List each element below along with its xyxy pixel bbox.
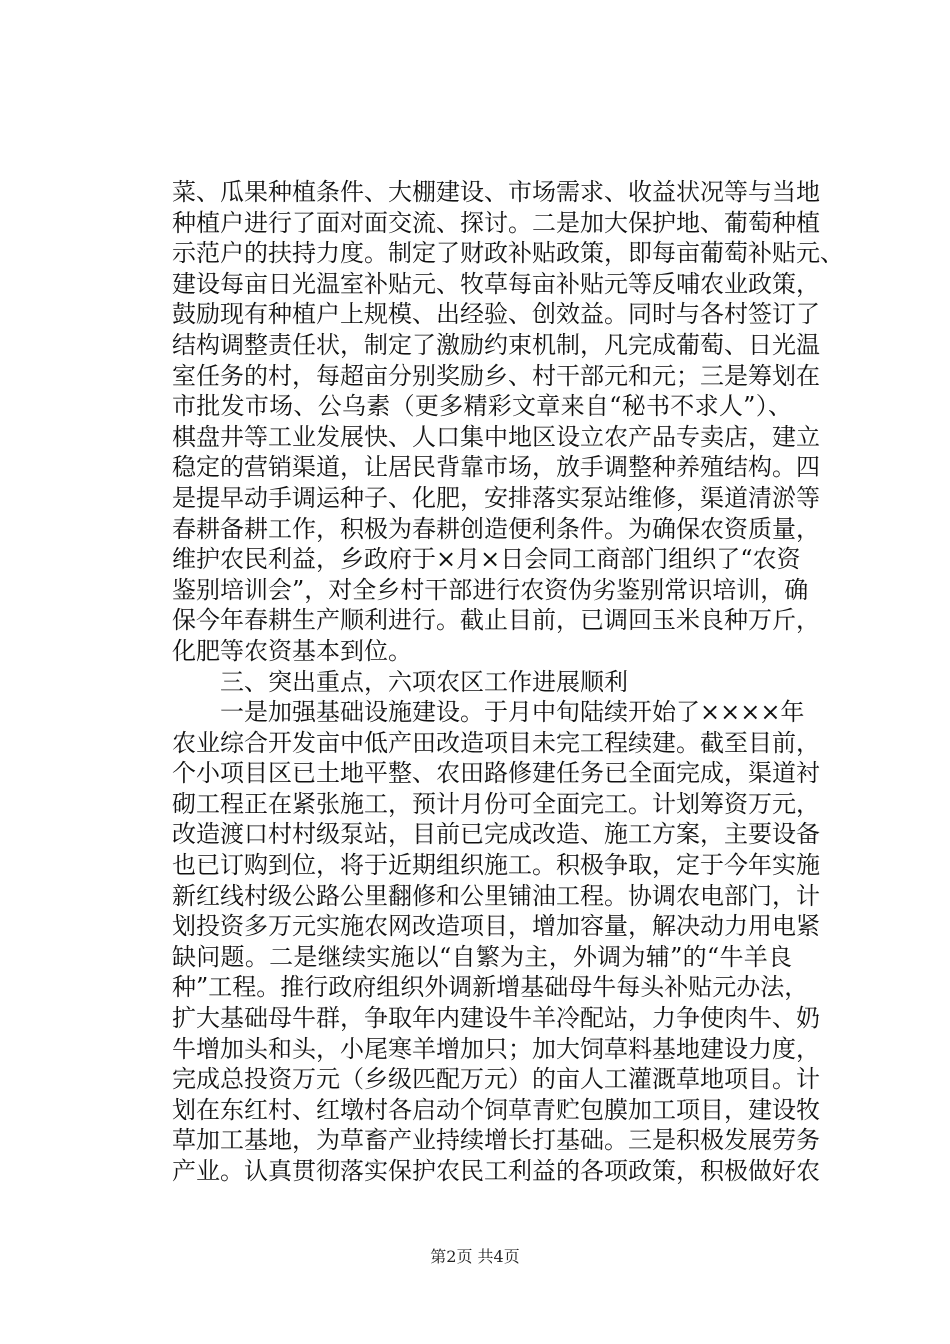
body-text <box>172 177 844 1187</box>
text-line: 稳定的营销渠道，让居民背靠市场，放手调整种养殖结构。四 <box>172 453 820 482</box>
text-line: 春耕备耕工作，积极为春耕创造便利条件。为确保农资质量， <box>172 514 820 543</box>
text-line: 是提早动手调运种子、化肥，安排落实泵站维修，渠道清淤等 <box>172 483 820 512</box>
text-line: 缺问题。二是继续实施以“自繁为主，外调为辅”的“牛羊良 <box>172 942 792 971</box>
text-line: 室任务的村，每超亩分别奖励乡、村干部元和元；三是筹划在 <box>172 361 820 390</box>
text-line: 产业。认真贯彻落实保护农民工利益的各项政策，积极做好农 <box>172 1157 820 1185</box>
text-line: 个小项目区已土地平整、农田路修建任务已全面完成，渠道衬 <box>172 759 820 788</box>
text-line: 菜、瓜果种植条件、大棚建设、市场需求、收益状况等与当地 <box>172 178 820 206</box>
text-line: 改造渡口村村级泵站，目前已完成改造、施工方案，主要设备 <box>172 820 820 849</box>
page-footer: 第2页 共4页 <box>430 1247 520 1266</box>
text-line: 鉴别培训会”，对全乡村干部进行农资伪劣鉴别常识培训，确 <box>172 575 809 604</box>
text-line: 示范户的扶持力度。制定了财政补贴政策，即每亩葡萄补贴元、 <box>172 239 844 268</box>
text-line: 扩大基础母牛群，争取年内建设牛羊冷配站，力争使肉牛、奶 <box>172 1004 820 1033</box>
text-line: 农业综合开发亩中低产田改造项目未完工程续建。截至目前， <box>172 728 820 757</box>
text-line: 结构调整责任状，制定了激励约束机制，凡完成葡萄、日光温 <box>172 330 820 359</box>
text-line: 保今年春耕生产顺利进行。截止目前，已调回玉米良种万斤， <box>172 606 820 635</box>
text-line: 砌工程正在紧张施工，预计月份可全面完工。计划筹资万元， <box>172 789 820 818</box>
text-line: 棋盘井等工业发展快、人口集中地区设立农产品专卖店，建立 <box>172 422 820 451</box>
text-line: 划投资多万元实施农网改造项目，增加容量，解决动力用电紧 <box>172 912 820 941</box>
text-line: 也已订购到位，将于近期组织施工。积极争取，定于今年实施 <box>172 851 820 880</box>
text-line: 一是加强基础设施建设。于月中旬陆续开始了××××年 <box>172 698 805 727</box>
text-line: 三、突出重点，六项农区工作进展顺利 <box>172 667 628 696</box>
text-line: 维护农民利益，乡政府于×月×日会同工商部门组织了“农资 <box>172 545 801 574</box>
text-line: 划在东红村、红墩村各启动个饲草青贮包膜加工项目，建设牧 <box>172 1095 820 1124</box>
text-line: 种”工程。推行政府组织外调新增基础母牛每头补贴元办法， <box>172 973 809 1002</box>
text-line: 完成总投资万元（乡级匹配万元）的亩人工灌溉草地项目。计 <box>172 1065 820 1094</box>
text-line: 牛增加头和头，小尾寒羊增加只；加大饲草料基地建设力度， <box>172 1034 820 1063</box>
text-line: 鼓励现有种植户上规模、出经验、创效益。同时与各村签订了 <box>172 300 820 329</box>
text-line: 草加工基地，为草畜产业持续增长打基础。三是积极发展劳务 <box>172 1126 820 1155</box>
text-line: 化肥等农资基本到位。 <box>172 636 412 665</box>
text-line: 种植户进行了面对面交流、探讨。二是加大保护地、葡萄种植 <box>172 208 820 237</box>
text-line: 建设每亩日光温室补贴元、牧草每亩补贴元等反哺农业政策， <box>172 269 820 298</box>
text-line: 新红线村级公路公里翻修和公里铺油工程。协调农电部门，计 <box>172 881 820 910</box>
text-line: 市批发市场、公乌素（更多精彩文章来自“秘书不求人”）、 <box>172 392 792 421</box>
